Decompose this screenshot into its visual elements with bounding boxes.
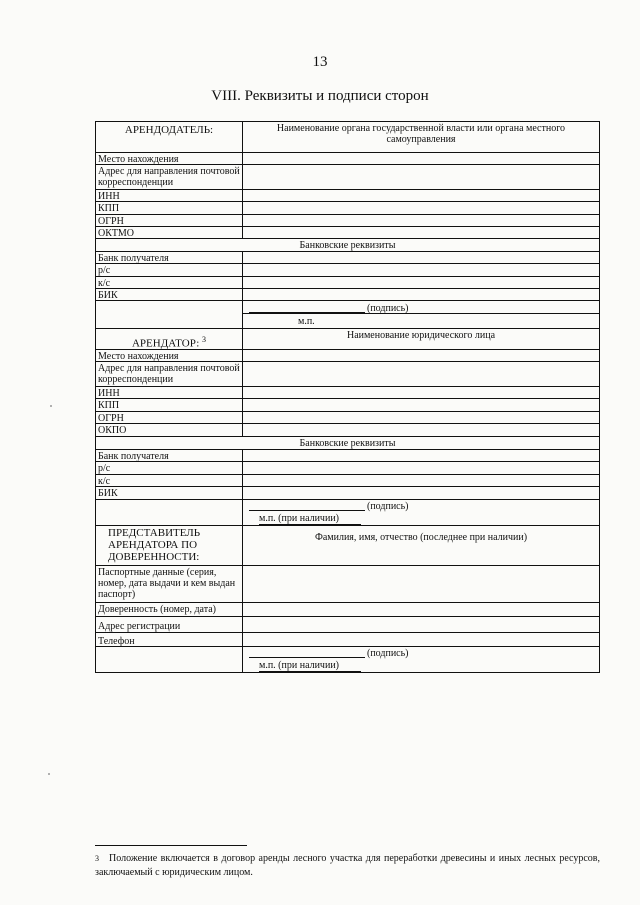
lessee-bank-value[interactable] [243, 450, 599, 461]
lessee-ks-value[interactable] [243, 475, 599, 486]
lessor-inn-value[interactable] [243, 190, 599, 201]
lessee-ks-row [96, 474, 599, 486]
representative-phone-label: Телефон [96, 633, 243, 646]
lessee-inn-row [96, 386, 599, 398]
lessee-location-row [96, 349, 599, 361]
lessor-stamp-label: м.п. [298, 316, 315, 327]
footnote [95, 852, 600, 880]
representative-proxy-row [96, 602, 599, 616]
lessor-signature-caption: (подпись) [367, 303, 409, 314]
lessor-inn-row [96, 189, 599, 201]
lessee-signature-block[interactable] [243, 500, 599, 525]
lessee-okpo-row [96, 423, 599, 436]
lessor-signature-row [96, 300, 599, 328]
representative-signature-line [249, 657, 365, 658]
lessee-bank-header: Банковские реквизиты [96, 436, 599, 449]
lessee-signature-line [249, 510, 365, 511]
lessor-heading: АРЕНДОДАТЕЛЬ: [96, 122, 243, 152]
lessee-bank-label: Банк получателя [96, 450, 243, 461]
representative-name-header: Фамилия, имя, отчество (последнее при наличии) [314, 532, 528, 543]
representative-registration-row [96, 616, 599, 632]
lessor-bik-value[interactable] [243, 289, 599, 300]
representative-heading: ПРЕДСТАВИТЕЛЬ АРЕНДАТОРА ПО ДОВЕРЕННОСТИ: [96, 526, 243, 565]
lessor-oktmo-row [96, 226, 599, 238]
representative-stamp-label: м.п. (при наличии) [259, 660, 339, 671]
lessor-ogrn-label: ОГРН [96, 215, 243, 226]
lessor-name-header: Наименование органа государственной власти или органа местного самоуправления [276, 123, 566, 145]
lessor-address-label: Адрес для направления почтовой корреспонденции [96, 165, 243, 189]
lessor-location-row [96, 152, 599, 164]
lessor-bank-header: Банковские реквизиты [96, 238, 599, 251]
lessor-inn-label: ИНН [96, 190, 243, 201]
lessor-header-row [96, 122, 599, 152]
lessee-rs-label: р/с [96, 462, 243, 474]
lessee-inn-label: ИНН [96, 387, 243, 398]
lessee-signature-caption: (подпись) [367, 501, 409, 512]
lessee-signature-row [96, 499, 599, 525]
representative-registration-value[interactable] [243, 617, 599, 632]
scan-speck [48, 773, 50, 775]
representative-signature-block[interactable] [243, 647, 599, 672]
lessee-location-label: Место нахождения [96, 350, 243, 361]
lessor-ks-value[interactable] [243, 277, 599, 288]
lessee-heading: АРЕНДАТОР: $^3$ [96, 329, 243, 349]
lessee-bank-row [96, 449, 599, 461]
lessor-ogrn-row [96, 214, 599, 226]
lessor-oktmo-value[interactable] [243, 227, 599, 238]
lessor-rs-value[interactable] [243, 264, 599, 276]
lessor-kpp-row [96, 201, 599, 214]
representative-signature-caption: (подпись) [367, 648, 409, 659]
representative-registration-label: Адрес регистрации [96, 617, 243, 632]
representative-passport-label: Паспортные данные (серия, номер, дата выдачи и кем выдан паспорт) [96, 566, 243, 602]
representative-phone-row [96, 632, 599, 646]
lessor-oktmo-label: ОКТМО [96, 227, 243, 238]
lessor-bank-value[interactable] [243, 252, 599, 263]
footnote-mark: 3 [95, 854, 99, 863]
lessee-rs-row [96, 461, 599, 474]
representative-header-row [96, 525, 599, 565]
footnote-separator [95, 845, 247, 846]
lessor-ks-label: к/с [96, 277, 243, 288]
scan-speck [50, 405, 52, 407]
representative-proxy-label: Доверенность (номер, дата) [96, 603, 243, 616]
representative-proxy-value[interactable] [243, 603, 599, 616]
lessor-address-value[interactable] [243, 165, 599, 189]
lessee-address-value[interactable] [243, 362, 599, 386]
lessor-address-row [96, 164, 599, 189]
lessee-bik-label: БИК [96, 487, 243, 499]
lessee-ogrn-value[interactable] [243, 412, 599, 423]
lessor-bik-label: БИК [96, 289, 243, 300]
lessee-bik-row [96, 486, 599, 499]
lessee-okpo-label: ОКПО [96, 424, 243, 436]
lessee-stamp-label: м.п. (при наличии) [259, 513, 339, 524]
lessor-ks-row [96, 276, 599, 288]
lessee-kpp-value[interactable] [243, 399, 599, 411]
lessor-bik-row [96, 288, 599, 300]
lessee-ogrn-row [96, 411, 599, 423]
lessee-kpp-label: КПП [96, 399, 243, 411]
lessor-location-value[interactable] [243, 153, 599, 164]
lessee-address-label: Адрес для направления почтовой корреспонденции [96, 362, 243, 386]
lessor-ogrn-value[interactable] [243, 215, 599, 226]
representative-signature-row [96, 646, 599, 672]
lessee-address-row [96, 361, 599, 386]
lessee-kpp-row [96, 398, 599, 411]
lessor-location-label: Место нахождения [96, 153, 243, 164]
lessee-ogrn-label: ОГРН [96, 412, 243, 423]
lessee-rs-value[interactable] [243, 462, 599, 474]
lessee-inn-value[interactable] [243, 387, 599, 398]
lessor-signature-block[interactable] [243, 301, 599, 328]
representative-passport-value[interactable] [243, 566, 599, 602]
footnote-text: Положение включается в договор аренды лесного участка для переработки древесины и иных лесных ресурсов, заключаемый с юридическим лицом. [95, 853, 600, 878]
lessee-name-header: Наименование юридического лица [346, 330, 496, 341]
lessee-okpo-value[interactable] [243, 424, 599, 436]
requisites-form [95, 121, 600, 673]
lessor-rs-row [96, 263, 599, 276]
representative-passport-row [96, 565, 599, 602]
lessee-bik-value[interactable] [243, 487, 599, 499]
section-title: VIII. Реквизиты и подписи сторон [211, 88, 429, 104]
representative-phone-value[interactable] [243, 633, 599, 646]
lessor-bank-label: Банк получателя [96, 252, 243, 263]
lessee-header-row [96, 328, 599, 349]
lessee-location-value[interactable] [243, 350, 599, 361]
page-number: 13 [312, 54, 328, 70]
lessee-ks-label: к/с [96, 475, 243, 486]
lessor-bank-row [96, 251, 599, 263]
lessor-kpp-value[interactable] [243, 202, 599, 214]
lessor-rs-label: р/с [96, 264, 243, 276]
lessee-footnote-mark[interactable]: 3 [202, 335, 207, 344]
lessor-kpp-label: КПП [96, 202, 243, 214]
